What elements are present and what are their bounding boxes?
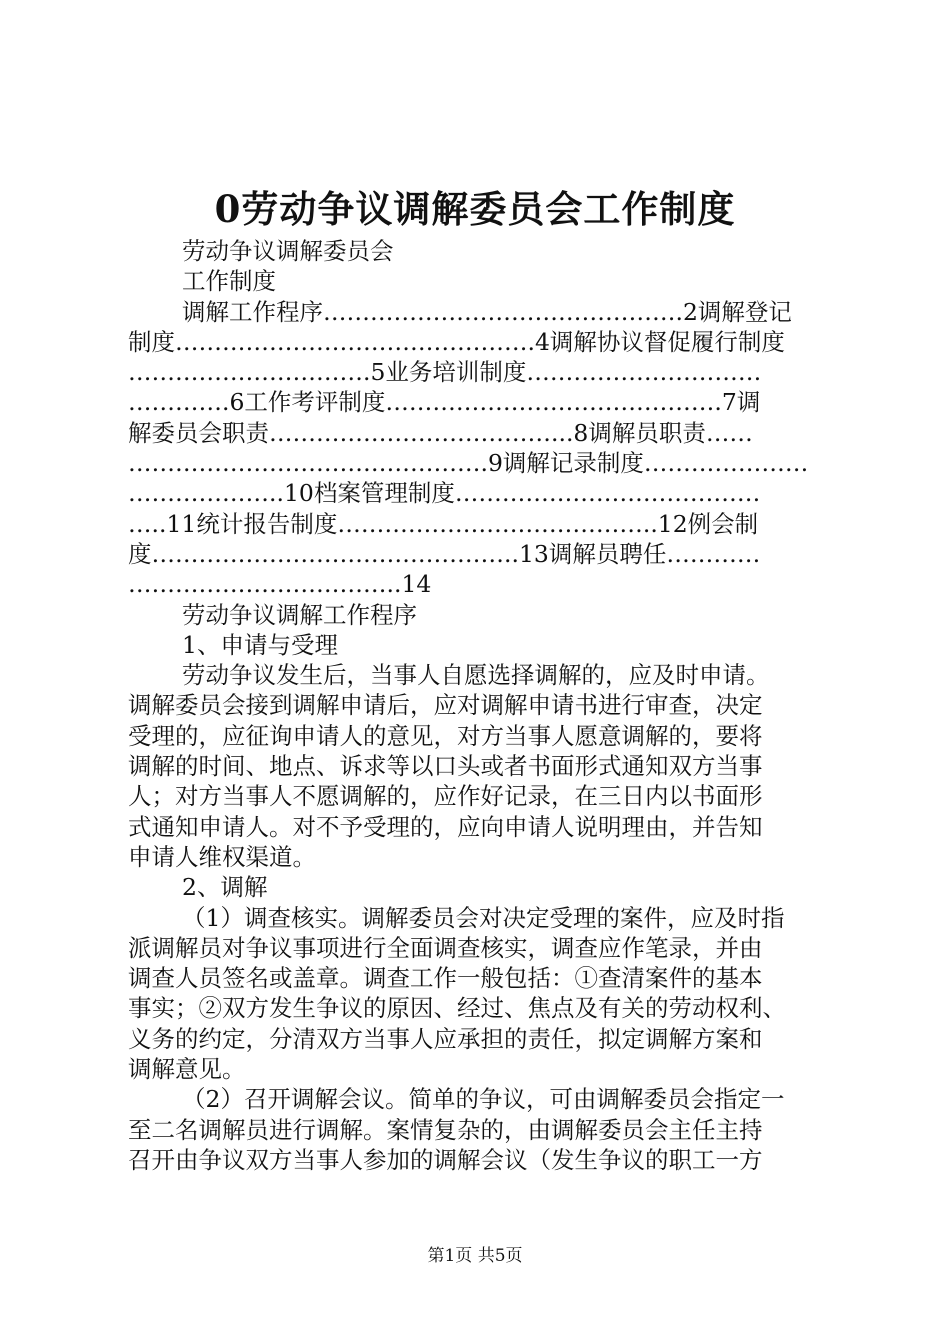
body-line: 调解的时间、地点、诉求等以口头或者书面形式通知双方当事: [128, 752, 763, 781]
body-line: …..11统计报告制度…………………………………..12例会制: [128, 509, 759, 538]
body-line: 劳动争议调解工作程序: [182, 600, 417, 629]
body-line: 度………………………………………..13调解员聘任…………: [128, 539, 761, 568]
body-line: 调解意见。: [128, 1055, 246, 1084]
body-line: 受理的，应征询申请人的意见，对方当事人愿意调解的，要将: [128, 721, 763, 750]
body-line: 申请人维权渠道。: [128, 842, 316, 871]
body-line: ………………………….5业务培训制度…………………………: [128, 358, 762, 387]
body-line: 调查人员签名或盖章。调查工作一般包括：①查清案件的基本: [128, 964, 763, 993]
body-line: 劳动争议发生后，当事人自愿选择调解的，应及时申请。: [182, 661, 770, 690]
body-line: 调解委员会接到调解申请后，应对调解申请书进行审查，决定: [128, 691, 763, 720]
body-line: 2、调解: [182, 873, 268, 902]
body-line: ……………………………..14: [128, 570, 432, 599]
body-line: ………………..10档案管理制度…………………………………: [128, 479, 761, 508]
body-line: 1、申请与受理: [182, 630, 338, 659]
page-footer: 第1页 共5页: [427, 1246, 523, 1266]
body-line: 调解工作程序……………………………………….2调解登记: [182, 297, 792, 326]
body-line: 至二名调解员进行调解。案情复杂的，由调解委员会主任主持: [128, 1115, 763, 1144]
body-line: 解委员会职责………………………………...8调解员职责……: [128, 418, 753, 447]
document-body: [128, 236, 834, 1175]
body-line: ……………………………………….9调解记录制度…………………: [128, 449, 809, 478]
body-line: 式通知申请人。对不予受理的，应向申请人说明理由，并告知: [128, 812, 763, 841]
body-line: 工作制度: [182, 267, 276, 296]
body-line: 人；对方当事人不愿调解的，应作好记录，在三日内以书面形: [128, 782, 763, 811]
body-line: （2）召开调解会议。简单的争议，可由调解委员会指定一: [182, 1085, 785, 1114]
body-line: 制度……………………………………….4调解协议督促履行制度: [128, 327, 785, 356]
body-line: 事实；②双方发生争议的原因、经过、焦点及有关的劳动权利、: [128, 994, 786, 1023]
document-title: 0劳动争议调解委员会工作制度: [214, 187, 736, 231]
body-line: （1）调查核实。调解委员会对决定受理的案件，应及时指: [182, 903, 785, 932]
body-line: 召开由争议双方当事人参加的调解会议（发生争议的职工一方: [128, 1145, 763, 1174]
body-line: 劳动争议调解委员会: [182, 237, 394, 265]
body-line: ………….6工作考评制度…………………………………….7调: [128, 388, 761, 417]
body-line: 义务的约定，分清双方当事人应承担的责任，拟定调解方案和: [128, 1024, 763, 1053]
body-line: 派调解员对争议事项进行全面调查核实，调查应作笔录，并由: [128, 933, 763, 962]
